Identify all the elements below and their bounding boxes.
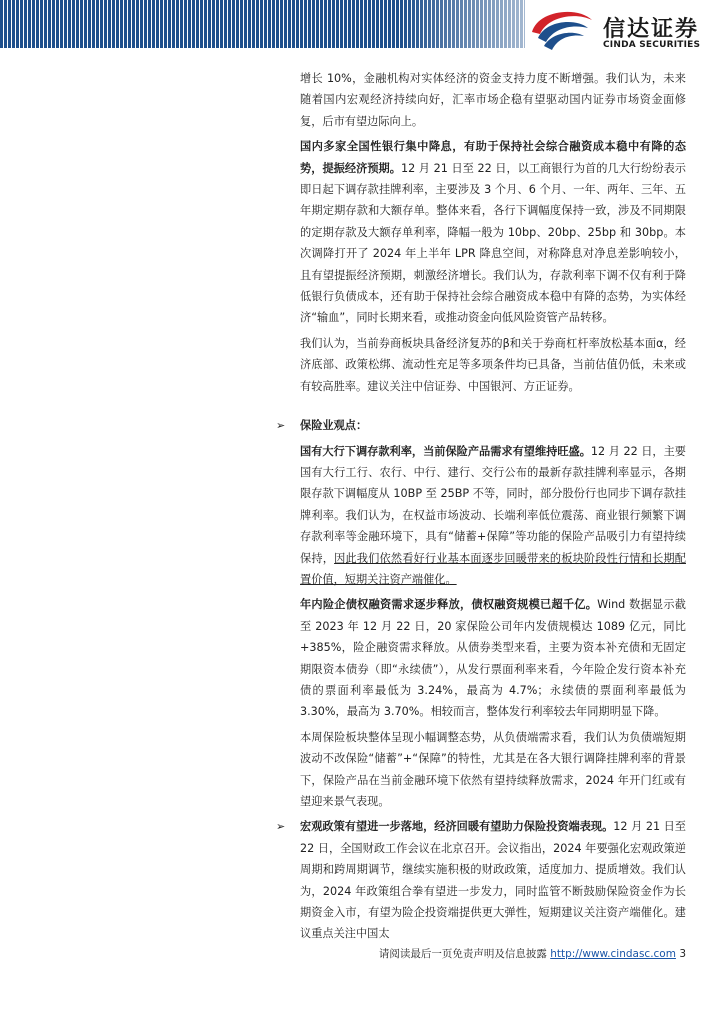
arrow-bullet-icon: ➢ <box>276 419 286 433</box>
cinda-logo-icon <box>528 6 596 56</box>
page-header <box>0 0 724 62</box>
paragraph-bond-financing <box>300 594 686 722</box>
logo-chinese-name: 信达证券 <box>603 17 700 42</box>
paragraph-lead-bold: 宏观政策有望进一步落地，经济回暖有望助力保险投资端表现。 <box>300 820 614 834</box>
report-body <box>276 68 686 945</box>
paragraph-credit-growth: 增长 10%，金融机构对实体经济的资金支持力度不断增强。我们认为，未来随着国内宏观经济持续向好，汇率市场企稳有望驱动国内证券市场资金面修复，后市有望边际向上。 <box>300 72 686 128</box>
insurance-section-heading: ➢ 保险业观点： <box>300 415 686 436</box>
paragraph-lead-bold: 国有大行下调存款利率，当前保险产品需求有望维持旺盛。 <box>300 444 591 458</box>
logo-english-name: CINDA SECURITIES <box>603 40 701 50</box>
paragraph-text: 12 月 21 日至 22 日，以工商银行为首的几大行纷纷表示即日起下调存款挂牌利率，主要涉及 3 个月、6 个月、一年、两年、三年、五年期定期存款和大额存单。整体来看，各行下调幅度保持一致，涉及不同期限的定期存款及大额存单利率，降幅一般为 10bp、20bp、25bp 和 30bp。本次调降打开了 2024 年上半年 LPR 降息空间，对称降息对净息差影响较小，且有望提振经济预期，刺激经济增长。我们认为，存款利率下调不仅有利于降低银行负债成本，还有助于保持社会综合融资成本稳中有降的态势，为实体经济“输血”，同时长期来看，或推动资金向低风险资管产品转移。 <box>300 161 686 325</box>
page-footer <box>372 946 686 961</box>
footer-website-link[interactable]: http://www.cindasc.com <box>550 948 676 960</box>
footer-disclaimer: 请阅读最后一页免责声明及信息披露 <box>378 948 547 960</box>
paragraph-weekly-review: 本周保险板块整体呈现小幅调整态势，从负债端需求看，我们认为负债端短期波动不改保险“储蓄”+“保障”的特性，尤其是在各大银行调降挂牌利率的背景下，保险产品在当前金融环境下依然有望持续释放需求，2024 年开门红或有望迎来景气表现。 <box>300 730 686 808</box>
header-stripe-fade <box>400 0 525 48</box>
page-number: 3 <box>679 948 686 960</box>
paragraph-underlined-conclusion: 因此我们依然看好行业基本面逐步回暖带来的板块阶段性行情和长期配置价值，短期关注资产端催化。 <box>300 551 686 586</box>
paragraph-bank-rate-cut <box>300 136 686 329</box>
paragraph-text: 12 月 21 日至 22 日，全国财政工作会议在北京召开。会议指出，2024 年要强化宏观政策逆周期和跨周期调节，继续实施积极的财政政策，适度加力、提质增效。我们认为，2024 年政策组合拳有望进一步发力，同时监管不断鼓励保险资金作为长期资金入市，有望为险企投资端提供更大弹性，短期建议关注资产端催化。建议重点关注中国太 <box>300 820 686 941</box>
paragraph-lead-bold: 年内险企债权融资需求逐步释放，债权融资规模已超千亿。 <box>300 598 598 612</box>
paragraph-lead-bold: 国内多家全国性银行集中降息，有助于保持社会综合融资成本稳中有降的态势，提振经济预期。 <box>300 140 686 175</box>
paragraph-text: Wind 数据显示截至 2023 年 12 月 22 日，20 家保险公司年内发债规模达 1089 亿元，同比+385%，险企融资需求释放。从债券类型来看，主要为资本补充债和无固定期限资本债券（即“永续债”），从发行票面利率来看，今年险企发行资本补充债的票面利率最低为 3.24%，最高为 4.7%；永续债的票面利率最低为 3.30%，最高为 3.70%。相较而言，整体发行利率较去年同期明显下降。 <box>300 598 686 719</box>
paragraph-text: 12 月 22 日，主要国有大行工行、农行、中行、建行、交行公布的最新存款挂牌利率显示，各期限存款下调幅度从 10BP 至 25BP 不等，同时，部分股份行也同步下调存款挂牌利率。我们认为，在权益市场波动、长端利率低位震荡、商业银行频繁下调存款利率等金融环境下，具有“储蓄+保障”等功能的保险产品吸引力有望持续保持， <box>300 444 686 565</box>
paragraph-macro-policy <box>276 816 686 944</box>
paragraph-deposit-rate <box>300 441 686 591</box>
paragraph-broker-view: 我们认为，当前券商板块具备经济复苏的β和关于券商杠杆率放松基本面α，经济底部、政策松绑、流动性充足等多项条件均已具备，当前估值仍低，未来或有较高胜率。建议关注中信证券、中国银河、方正证券。 <box>300 336 686 393</box>
arrow-bullet-icon: ➢ <box>276 820 286 834</box>
